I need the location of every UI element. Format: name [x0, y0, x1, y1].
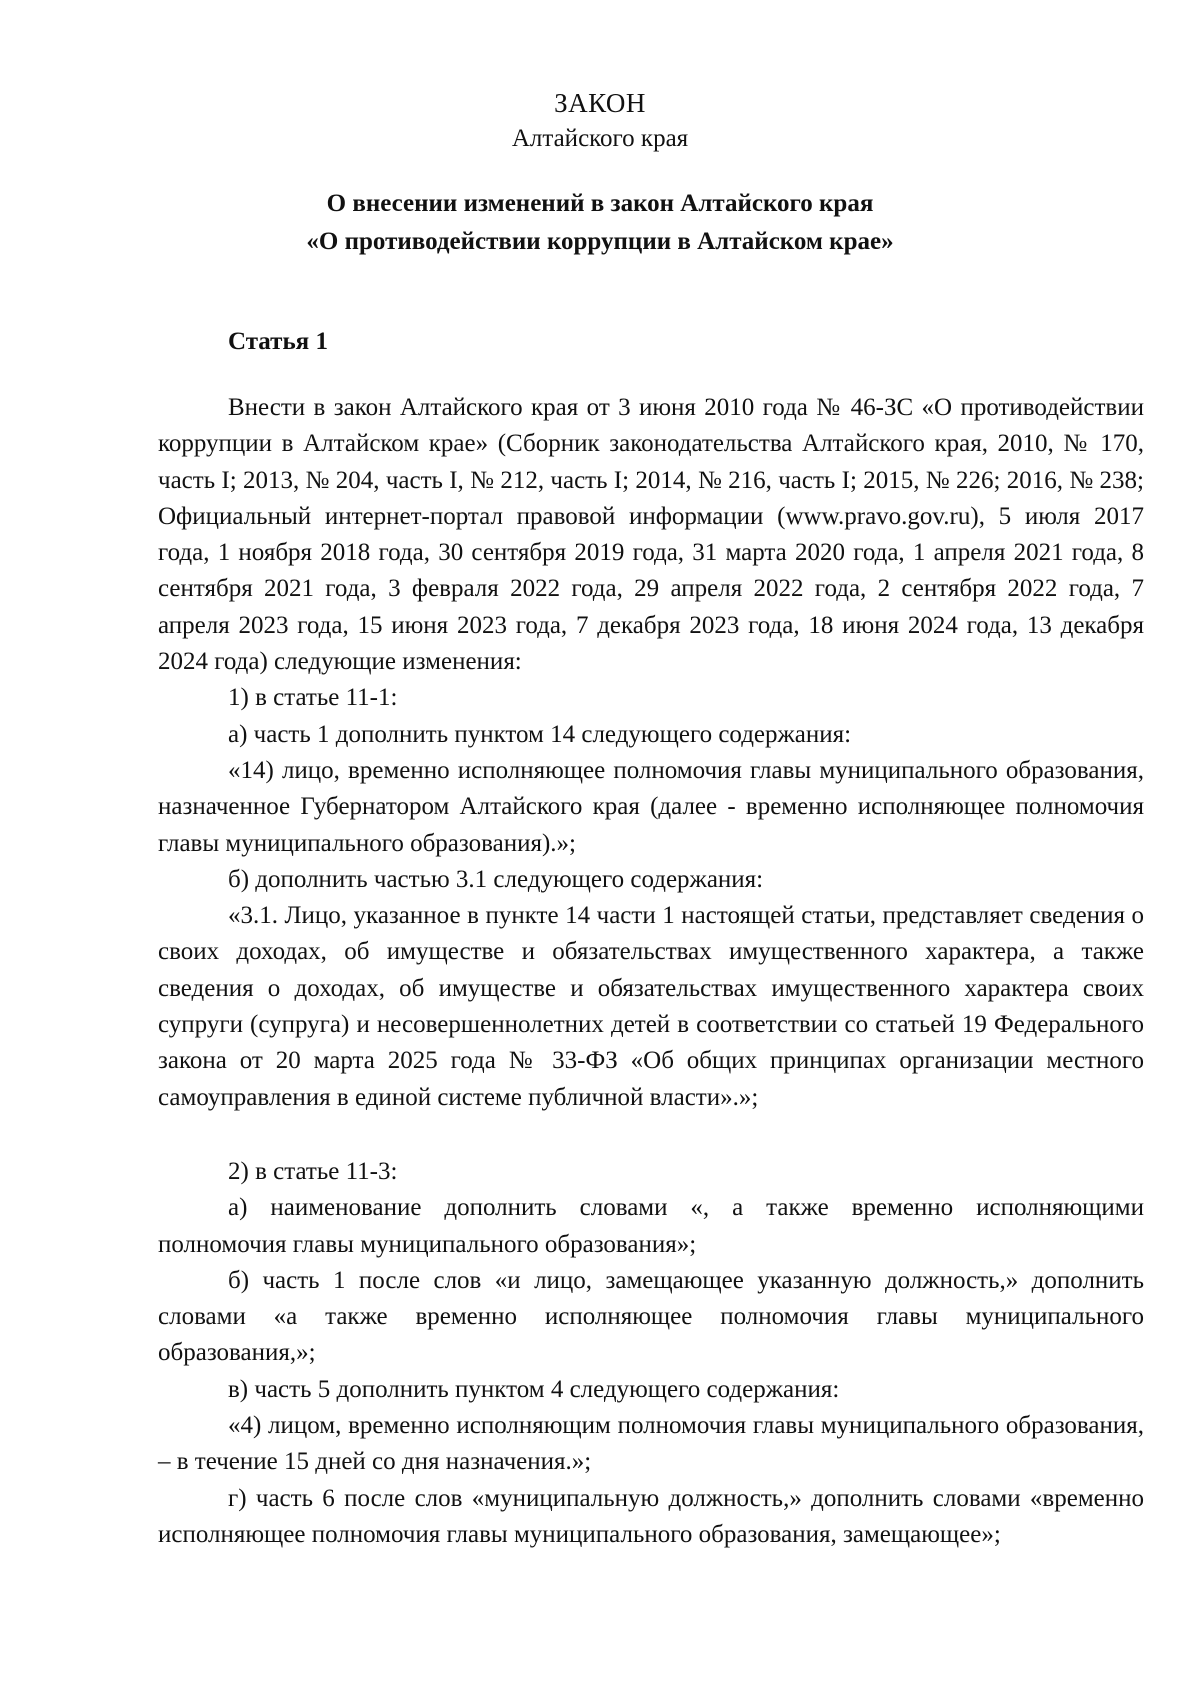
article-body — [158, 390, 1144, 1553]
article-heading: Статья 1 — [228, 328, 328, 355]
document-title-line-1: О внесении изменений в закон Алтайского края — [326, 190, 874, 217]
article-paragraph-item-1b: б) дополнить частью 3.1 следующего содержания: — [228, 865, 764, 893]
article-paragraph-item-2a: а) наименование дополнить словами «, а также временно исполняющими полномочия главы муниципального образования»; — [158, 1194, 1144, 1258]
document-region: Алтайского края — [511, 125, 689, 152]
article-paragraph-item-2: 2) в статье 11-3: — [228, 1157, 398, 1185]
article-paragraph-item-1b-text: «3.1. Лицо, указанное в пункте 14 части 1 настоящей статьи, представляет сведения о своих доходах, об имуществе и обязательствах имущественного характера, а также сведения о доходах, об имуществе и обязательствах имущественного характера своих супруги (супруга) и несовершеннолетних детей в соответствии со статьей 19 Федерального закона от 20 марта 2025 года № 33-ФЗ «Об общих принципах организации местного самоуправления в единой системе публичной власти».»; — [158, 902, 1144, 1111]
article-paragraph-item-1: 1) в статье 11-1: — [228, 684, 398, 712]
article-paragraph-item-2c-text: «4) лицом, временно исполняющим полномочия главы муниципального образования, – в течение 15 дней со дня назначения.»; — [158, 1412, 1144, 1476]
article-paragraph-item-2c: в) часть 5 дополнить пунктом 4 следующего содержания: — [228, 1375, 840, 1403]
article-paragraph-item-1a: а) часть 1 дополнить пунктом 14 следующего содержания: — [228, 720, 852, 748]
article-paragraph-item-2b: б) часть 1 после слов «и лицо, замещающее указанную должность,» дополнить словами «а также временно исполняющее полномочия главы муниципального образования,»; — [158, 1266, 1144, 1367]
article-paragraph-item-1a-text: «14) лицо, временно исполняющее полномочия главы муниципального образования, назначенное Губернатором Алтайского края (далее - временно исполняющее полномочия главы муниципального образования).»; — [158, 756, 1144, 857]
article-paragraph-item-2d: г) часть 6 после слов «муниципальную должность,» дополнить словами «временно исполняющее полномочия главы муниципального образования, замещающее»; — [158, 1484, 1144, 1548]
article-paragraph-intro: Внести в закон Алтайского края от 3 июня 2010 года № 46-ЗС «О противодействии коррупции в Алтайском крае» (Сборник законодательства Алтайского края, 2010, № 170, часть I; 2013, № 204, часть I, № 212, часть I; 2014, № 216, часть I; 2015, № 226; 2016, № 238; Официальный интернет-портал правовой информации (www.pravo.gov.ru), 5 июля 2017 года, 1 ноября 2018 года, 30 сентября 2019 года, 31 марта 2020 года, 1 апреля 2021 года, 8 сентября 2021 года, 3 февраля 2022 года, 29 апреля 2022 года, 2 сентября 2022 года, 7 апреля 2023 года, 15 июня 2023 года, 7 декабря 2023 года, 18 июня 2024 года, 13 декабря 2024 года) следующие изменения: — [158, 394, 1144, 676]
document-title-line-2: «О противодействии коррупции в Алтайском крае» — [306, 228, 894, 255]
document-type-heading: ЗАКОН — [554, 88, 646, 118]
